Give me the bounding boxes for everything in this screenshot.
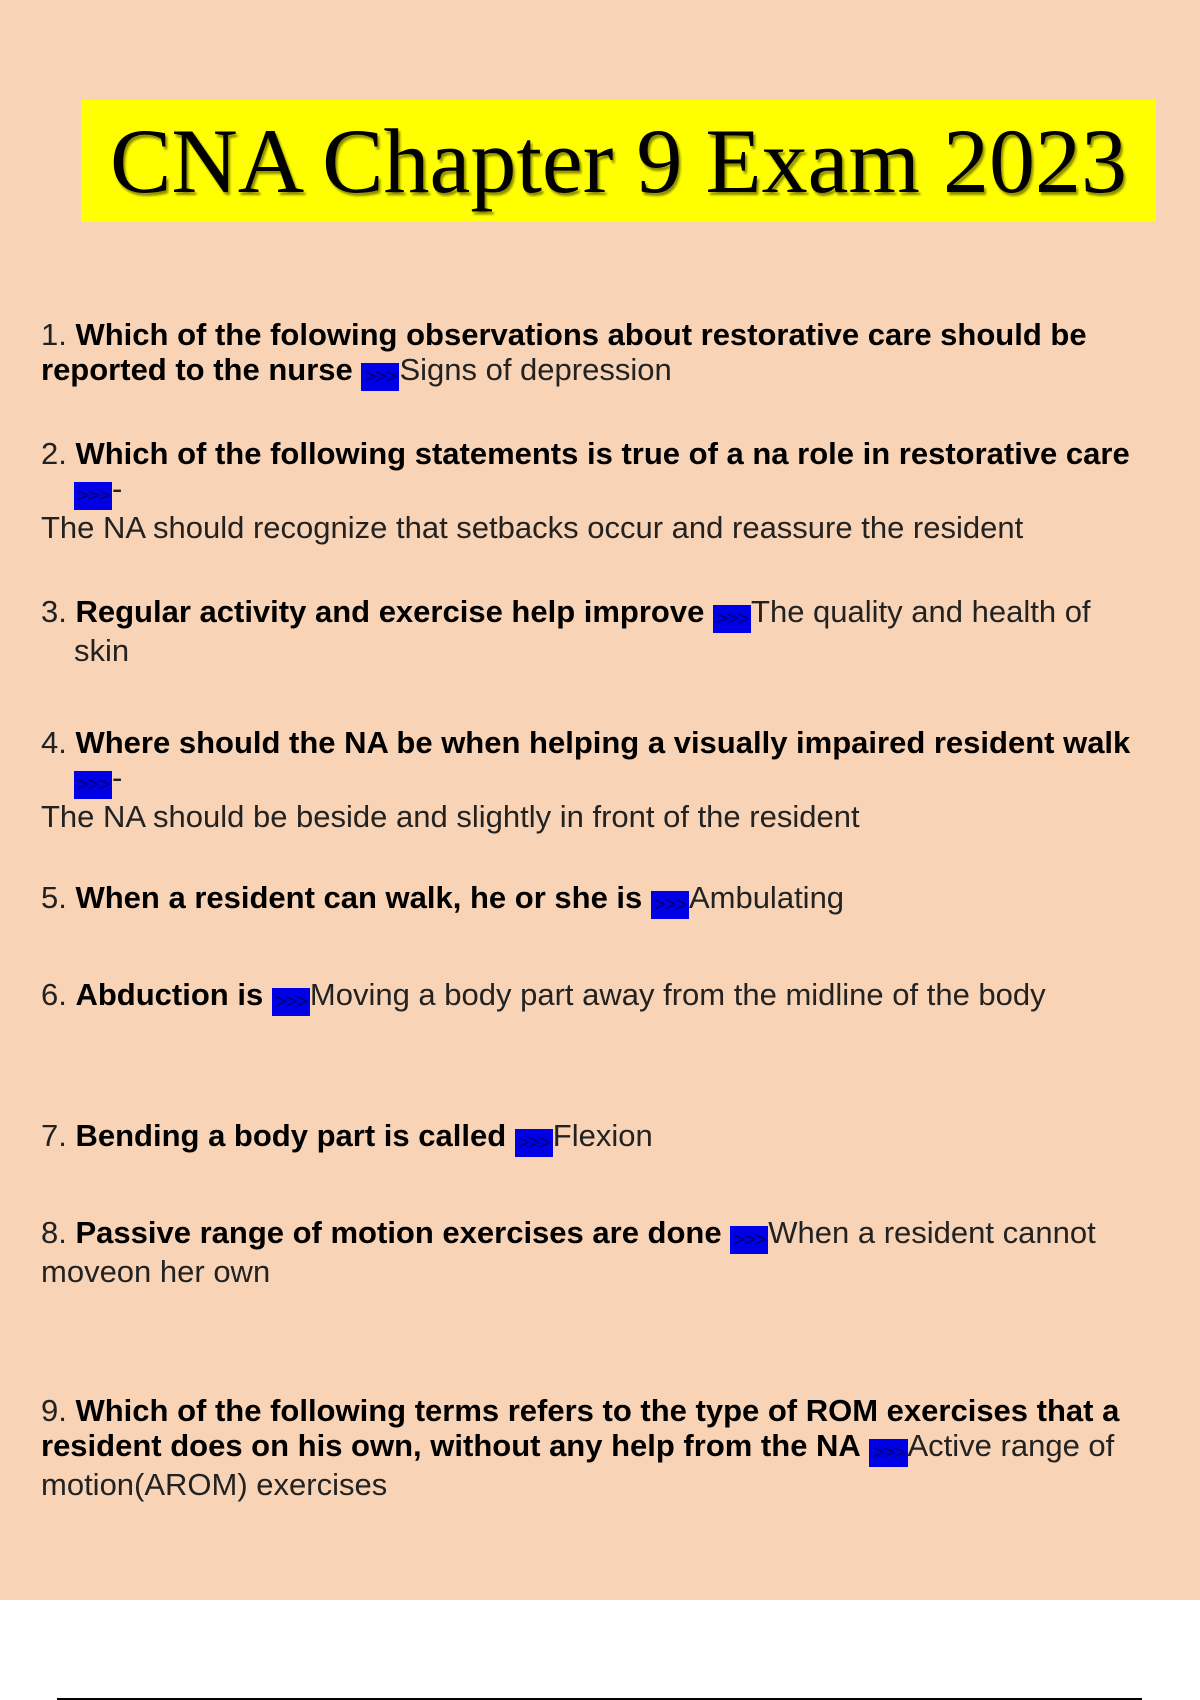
question-number: 7. (41, 1118, 67, 1153)
answer-text: The NA should be beside and slightly in front of the resident (41, 799, 860, 834)
question-item (41, 317, 1171, 391)
answer-marker: >>> (74, 771, 112, 799)
question-item (41, 436, 1171, 545)
question-text: When a resident can walk, he or she is (75, 880, 643, 915)
answer-text: When a resident cannot moveon her own (41, 1215, 1096, 1289)
answer-dash: - (112, 760, 123, 795)
answer-text: Signs of depression (399, 352, 672, 387)
question-text: Which of the folowing observations about restorative care should be reported to the nurse (41, 317, 1087, 387)
question-number: 4. (41, 725, 67, 760)
answer-text: The quality and health of (751, 594, 1091, 629)
answer-marker: >>> (272, 988, 310, 1016)
question-item (41, 977, 1171, 1016)
answer-text: Ambulating (688, 880, 845, 915)
answer-marker: >>> (651, 891, 689, 919)
question-item (41, 1215, 1171, 1289)
question-text: Which of the following statements is true of a na role in restorative care (75, 436, 1130, 471)
answer-marker: >>> (869, 1439, 907, 1467)
question-text: Regular activity and exercise help improve (75, 594, 705, 629)
answer-text: The NA should recognize that setbacks occur and reassure the resident (41, 510, 1024, 545)
question-item (41, 880, 1171, 919)
answer-marker: >>> (730, 1226, 768, 1254)
question-text: Which of the following terms refers to the type of ROM exercises that a resident does on his own, without any help from the NA (41, 1393, 1120, 1463)
question-number: 6. (41, 977, 67, 1012)
question-number: 5. (41, 880, 67, 915)
answer-text: Active range of motion(AROM) exercises (41, 1428, 1115, 1502)
question-text: Bending a body part is called (75, 1118, 507, 1153)
page-title: CNA Chapter 9 Exam 2023 (110, 110, 1127, 212)
question-item (41, 1393, 1171, 1502)
answer-dash: - (112, 471, 123, 506)
question-item (41, 725, 1171, 834)
question-number: 3. (41, 594, 67, 629)
question-number: 9. (41, 1393, 67, 1428)
answer-text-continued: skin (74, 633, 130, 668)
answer-marker: >>> (361, 363, 399, 391)
question-number: 2. (41, 436, 67, 471)
answer-text: Flexion (552, 1118, 653, 1153)
question-text: Passive range of motion exercises are done (75, 1215, 722, 1250)
answer-marker: >>> (713, 605, 751, 633)
question-item (41, 1118, 1171, 1157)
question-number: 1. (41, 317, 67, 352)
question-text: Where should the NA be when helping a visually impaired resident walk (75, 725, 1131, 760)
title-banner (81, 100, 1156, 222)
question-item (41, 594, 1171, 668)
answer-text: Moving a body part away from the midline of the body (309, 977, 1046, 1012)
answer-marker: >>> (74, 482, 112, 510)
answer-marker: >>> (515, 1129, 553, 1157)
question-text: Abduction is (75, 977, 264, 1012)
question-number: 8. (41, 1215, 67, 1250)
